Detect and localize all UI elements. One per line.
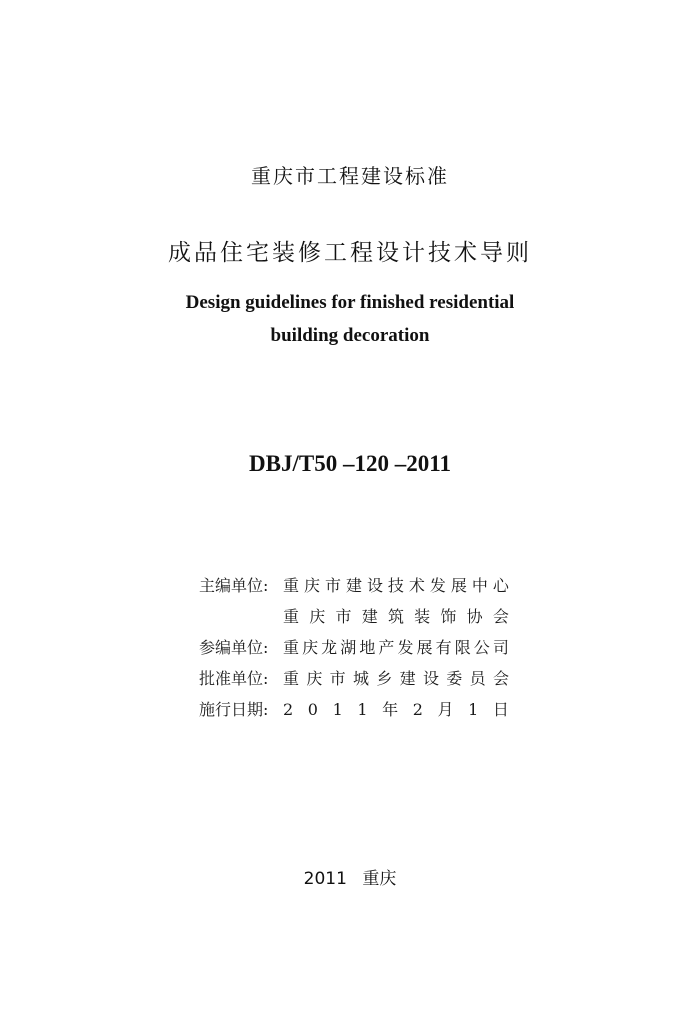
series-title: 重庆市工程建设标准: [251, 164, 449, 188]
effective-date-value: 2 0 1 1 年 2 月 1 日: [283, 700, 509, 719]
chief-editor-value-1: 重 庆 市 建 设 技 术 发 展 中 心: [283, 576, 509, 595]
participant-label: 参编单位:: [199, 638, 269, 657]
main-title: 成品住宅装修工程设计技术导则: [168, 240, 532, 266]
approver-row: [199, 663, 509, 694]
effective-date-row: [199, 694, 509, 725]
english-title-line-2: building decoration: [270, 325, 430, 346]
participant-row: [199, 632, 509, 663]
approver-value: 重 庆 市 城 乡 建 设 委 员 会: [283, 669, 509, 688]
english-title-line-1: Design guidelines for finished residential: [185, 292, 515, 313]
effective-date-label: 施行日期:: [199, 700, 269, 719]
footer-year-city: 2011 重庆: [303, 869, 397, 889]
chief-editor-label: 主编单位:: [199, 576, 269, 595]
chief-editor-row-2: [199, 601, 509, 632]
publication-info: [199, 570, 509, 725]
blank-label: [199, 601, 283, 632]
approver-label: 批准单位:: [199, 669, 269, 688]
chief-editor-row: [199, 570, 509, 601]
standard-code: DBJ/T50 –120 –2011: [249, 451, 451, 476]
chief-editor-value-2: 重 庆 市 建 筑 装 饰 协 会: [283, 607, 509, 626]
participant-value: 重 庆 龙 湖 地 产 发 展 有 限 公 司: [283, 638, 509, 657]
